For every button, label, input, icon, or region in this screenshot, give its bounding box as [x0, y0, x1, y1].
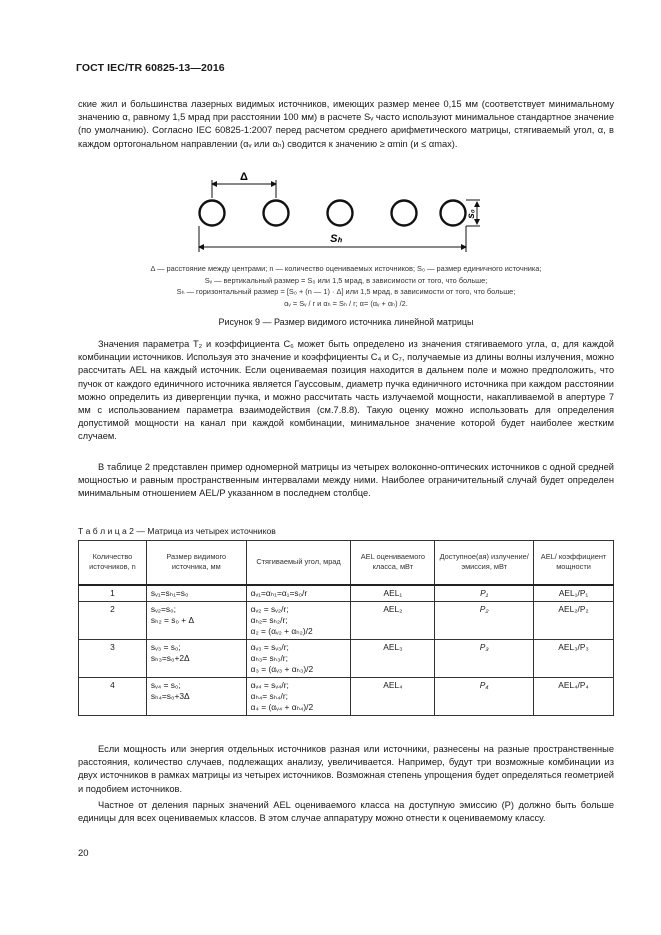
header-ael: AEL оцениваемого класса, мВт: [351, 541, 435, 585]
cell-n: 3: [79, 639, 147, 677]
cell-size: [146, 601, 246, 639]
paragraph-variations: Если мощность или энергия отдельных источников разная или источники, разнесены на разные пространственные расстояния, количество случаев, подлежащих анализу, увеличивается. Например, будут три возможные комбинации из двух источников в рамках матрицы из четырех источников. Возможная степень упрощения будет определяться геометрией и подобием источников.: [78, 744, 614, 794]
cell-size: [146, 639, 246, 677]
figure-caption: Рисунок 9 — Размер видимого источника линейной матрицы: [218, 317, 474, 327]
page-header: ГОСТ IEC/TR 60825-13—2016: [76, 62, 225, 74]
cell-line: αᵥ₄ = sᵥ₄/r;: [250, 679, 289, 690]
cell-line: sᵥ₃ = s₀;: [150, 641, 181, 652]
source-circle-4: [392, 201, 417, 226]
cell-line: sᵥ₂=s₀;: [150, 603, 176, 614]
source-array-figure: [78, 168, 614, 278]
table-row: [79, 677, 614, 715]
cell-ael: AEL₂: [351, 601, 435, 639]
table-caption: Т а б л и ц а 2 — Матрица из четырех источников: [78, 526, 276, 536]
header-size: Размер видимого источника, мм: [146, 541, 246, 585]
delta-label: Δ: [240, 171, 248, 183]
cell-ratio: AEL₂/P₂: [534, 601, 614, 639]
cell-p: P₁: [435, 585, 534, 602]
cell-line: α₂ = (αᵥ₂ + αₕ₂)/2: [250, 625, 313, 636]
sh-label: Sₕ: [330, 233, 342, 245]
cell-angle: [246, 639, 351, 677]
cell-line: α₄ = (αᵥ₄ + αₕ₄)/2: [250, 701, 314, 712]
legend-line: αᵥ = Sᵥ / r и αₕ = Sₕ / r; α= (αᵥ + αₕ) /2.: [284, 298, 408, 308]
cell-ael: AEL₃: [351, 639, 435, 677]
cell-ael: AEL₄: [351, 677, 435, 715]
table-row: [79, 585, 614, 602]
cell-size: [146, 585, 246, 602]
cell-ratio: AEL₃/P₃: [534, 639, 614, 677]
s0-label: s₀: [466, 209, 477, 219]
header-ratio: AEL/ коэффициент мощности: [534, 541, 614, 585]
cell-line: sₕ₃=s₀+2Δ: [150, 652, 190, 663]
legend-line: Δ — расстояние между центрами; n — количество оцениваемых источников; S₀ — размер единичного источника;: [150, 264, 542, 273]
source-circle-1: [200, 201, 225, 226]
table-row: [79, 601, 614, 639]
cell-line: αₕ₂= sₕ₂/r;: [250, 614, 288, 625]
cell-n: 2: [79, 601, 147, 639]
cell-ael: AEL₁: [351, 585, 435, 602]
cell-p: P₄: [435, 677, 534, 715]
table-header-row: [79, 541, 614, 585]
paragraph-intro: ские жил и большинства лазерных видимых источников, имеющих размер менее 0,15 мм (соответствует минимальному значению α, равному 1,5 мрад при расстоянии 100 мм) в расчете Sᵥ часто используют минимальное стандартное значение (по умолчанию). Согласно IEC 60825-1:2007 перед расчетом среднего арифметического матрицы, стягиваемый угол, α, в каждом ортогональном направлении (αᵥ или αₕ) сводится к значению ≥ αmin (и ≤ αmax).: [78, 99, 614, 149]
cell-line: αₕ₄= sₕ₄/r;: [250, 690, 288, 701]
cell-line: α₃ = (αᵥ₃ + αₕ₃)/2: [250, 663, 314, 674]
paragraph-conclusion: Частное от деления парных значений AEL оцениваемого класса на доступную эмиссию (P) должно быть больше единицы для всех оцениваемых классов. В этом случае аппаратуру можно отнести к оцениваемому классу.: [78, 800, 614, 824]
cell-angle: [246, 585, 351, 602]
page-number: 20: [78, 848, 89, 859]
cell-ratio: AEL₄/P₄: [534, 677, 614, 715]
cell-angle: [246, 601, 351, 639]
source-matrix-table: [78, 540, 614, 716]
cell-line: sᵥ₁=sₕ₁=s₀: [150, 587, 189, 598]
cell-line: αᵥ₂ = sᵥ₂/r;: [250, 603, 289, 614]
legend-line: Sₕ — горизонтальный размер = [S₀ + (n — 1) · Δ] или 1,5 мрад, в зависимости от того, что больше;: [176, 287, 516, 296]
header-emission: Доступное(ая) излучение/ эмиссия, мВт: [435, 541, 534, 585]
source-circle-2: [264, 201, 289, 226]
header-angle: Стягиваемый угол, мрад: [246, 541, 351, 585]
cell-line: sₕ₂ = s₀ + Δ: [150, 614, 195, 625]
header-count: Количество источников, n: [79, 541, 147, 585]
cell-line: αₕ₃= sₕ₃/r;: [250, 652, 288, 663]
figure-legend: [78, 263, 614, 309]
paragraph-parameters: Значения параметра T₂ и коэффициента C₆ может быть определено из значения стягиваемого угла, α, для каждой комбинации источников. Используя это значение и коэффициенты C₄ и C₇, получаемые из длины волны излучения, можно рассчитать AEL на каждый источник. Если оцениваемая позиция находится в дальнем поле и можно предположить, что пучок от каждого единичного источника является Гауссовым, диаметр пучка единичного источника при каждом расстоянии можно определить из дивергенции пучка, и можно рассчитать часть излучаемой мощности, накапливаемой в апертуре 7 мм с использованием параметра взаимодействия (см.7.8.8). Такую оценку можно использовать для определения допустимой мощности на канал при каждой комбинации, минимальное значение которой будет наиболее жестким случаем.: [78, 339, 614, 442]
cell-ratio: AEL₁/P₁: [534, 585, 614, 602]
cell-line: αᵥ₁=αₕ₁=α₁=s₀/r: [250, 587, 308, 598]
legend-line: Sᵥ — вертикальный размер = S₀ или 1,5 мрад, в зависимости от того, что больше;: [204, 275, 488, 285]
cell-n: 1: [79, 585, 147, 602]
cell-p: P₂: [435, 601, 534, 639]
source-circle-3: [328, 201, 353, 226]
source-circle-5: [441, 201, 466, 226]
cell-line: sₕ₄=s₀+3Δ: [150, 690, 190, 701]
cell-line: αᵥ₃ = sᵥ₃/r;: [250, 641, 289, 652]
paragraph-table-intro: В таблице 2 представлен пример одномерной матрицы из четырех волоконно-оптических источников с одной средней мощностью и равным пространственным интервалами между ними. Наиболее ограничительный случай будет определен минимальным отношением AEL/P указанном в последнем столбце.: [78, 462, 614, 499]
cell-line: sᵥ₄ = s₀;: [150, 679, 181, 690]
table-row: [79, 639, 614, 677]
cell-size: [146, 677, 246, 715]
cell-angle: [246, 677, 351, 715]
cell-n: 4: [79, 677, 147, 715]
cell-p: P₃: [435, 639, 534, 677]
